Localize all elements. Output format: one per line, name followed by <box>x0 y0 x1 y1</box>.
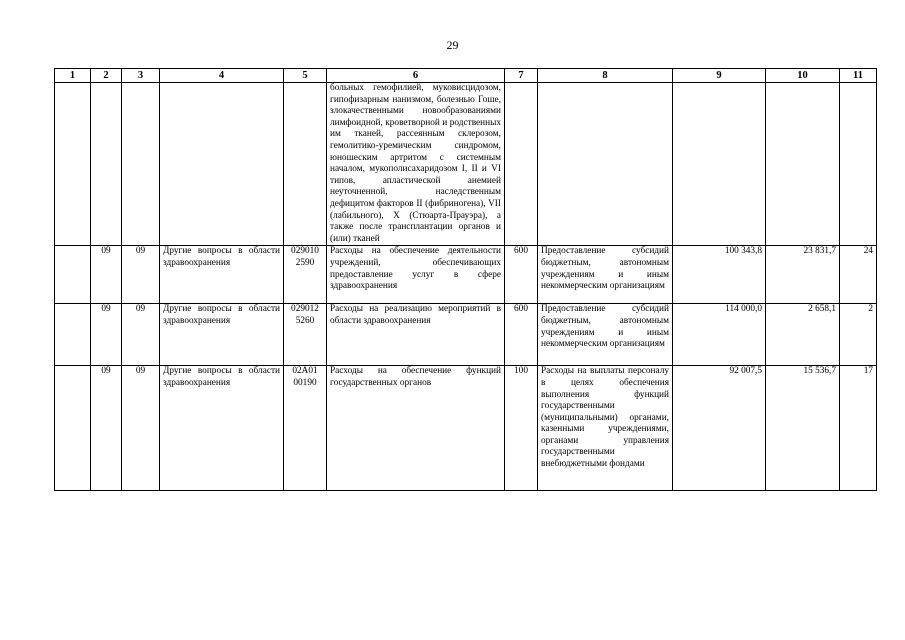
budget-table <box>54 68 877 491</box>
cell-actual: 23 831,7 <box>766 246 840 304</box>
page-number: 29 <box>446 38 459 52</box>
cell-expense-type-name: Предоставление субсидий бюджетным, автономным учреждениям и иным некоммерческим организациям <box>538 246 673 304</box>
cell-actual: 15 536,7 <box>766 366 840 491</box>
cell-col1 <box>55 366 91 491</box>
cell-subsection: 09 <box>122 304 160 366</box>
cell-subsection: 09 <box>122 246 160 304</box>
cell-target-name: Расходы на обеспечение функций государственных органов <box>327 366 505 491</box>
cell-col1 <box>55 83 91 246</box>
cell-expense-type-name <box>538 83 673 246</box>
column-header: 10 <box>766 69 840 83</box>
cell-section-name: Другие вопросы в области здравоохранения <box>160 304 284 366</box>
column-header: 3 <box>122 69 160 83</box>
cell-target-code: 029010 2590 <box>284 246 327 304</box>
cell-section: 09 <box>91 366 122 491</box>
column-header: 5 <box>284 69 327 83</box>
cell-percent: 24 <box>840 246 877 304</box>
cell-target-name: Расходы на обеспечение деятельности учреждений, обеспечивающих предоставление услуг в сфере здравоохранения <box>327 246 505 304</box>
cell-subsection <box>122 83 160 246</box>
table-header-row <box>55 69 877 83</box>
cell-subsection: 09 <box>122 366 160 491</box>
cell-section: 09 <box>91 246 122 304</box>
cell-expense-type-name: Расходы на выплаты персоналу в целях обеспечения выполнения функций государственными (муниципальными) органами, казенными учреждениями, органами управления государственными внебюджетными фондами <box>538 366 673 491</box>
cell-target-name: больных гемофилией, муковисцидозом, гипофизарным нанизмом, болезнью Гоше, злокачественными новообразованиями лимфоидной, кроветворной и родственных им тканей, рассеянным склерозом, гемолитико-уремическим синдромом, юношеским артритом с системным началом, мукополисахаридозом I, II и VI типов, апластической анемией неуточненной, наследственным дефицитом факторов II (фибриногена), VII (лабильного), X (Стюарта-Прауэра), а также после трансплантации органов и (или) тканей <box>327 83 505 246</box>
column-header: 9 <box>673 69 766 83</box>
column-header: 4 <box>160 69 284 83</box>
cell-percent: 17 <box>840 366 877 491</box>
cell-target-name: Расходы на реализацию мероприятий в области здравоохранения <box>327 304 505 366</box>
cell-expense-type-name: Предоставление субсидий бюджетным, автономным учреждениям и иным некоммерческим организациям <box>538 304 673 366</box>
table-row <box>55 83 877 246</box>
column-header: 11 <box>840 69 877 83</box>
cell-percent <box>840 83 877 246</box>
cell-expense-type: 600 <box>505 246 538 304</box>
cell-section-name: Другие вопросы в области здравоохранения <box>160 246 284 304</box>
cell-actual: 2 658,1 <box>766 304 840 366</box>
cell-percent: 2 <box>840 304 877 366</box>
cell-plan: 92 007,5 <box>673 366 766 491</box>
cell-plan: 100 343,8 <box>673 246 766 304</box>
column-header: 8 <box>538 69 673 83</box>
table-row <box>55 304 877 366</box>
cell-target-code: 029012 5260 <box>284 304 327 366</box>
cell-plan <box>673 83 766 246</box>
cell-target-code <box>284 83 327 246</box>
cell-col1 <box>55 304 91 366</box>
cell-section-name: Другие вопросы в области здравоохранения <box>160 366 284 491</box>
cell-section <box>91 83 122 246</box>
cell-col1 <box>55 246 91 304</box>
cell-expense-type: 100 <box>505 366 538 491</box>
cell-section: 09 <box>91 304 122 366</box>
column-header: 7 <box>505 69 538 83</box>
cell-expense-type <box>505 83 538 246</box>
cell-plan: 114 000,0 <box>673 304 766 366</box>
table-row <box>55 366 877 491</box>
table-row <box>55 246 877 304</box>
column-header: 2 <box>91 69 122 83</box>
cell-target-code: 02А01 00190 <box>284 366 327 491</box>
cell-actual <box>766 83 840 246</box>
cell-expense-type: 600 <box>505 304 538 366</box>
column-header: 1 <box>55 69 91 83</box>
cell-section-name <box>160 83 284 246</box>
column-header: 6 <box>327 69 505 83</box>
